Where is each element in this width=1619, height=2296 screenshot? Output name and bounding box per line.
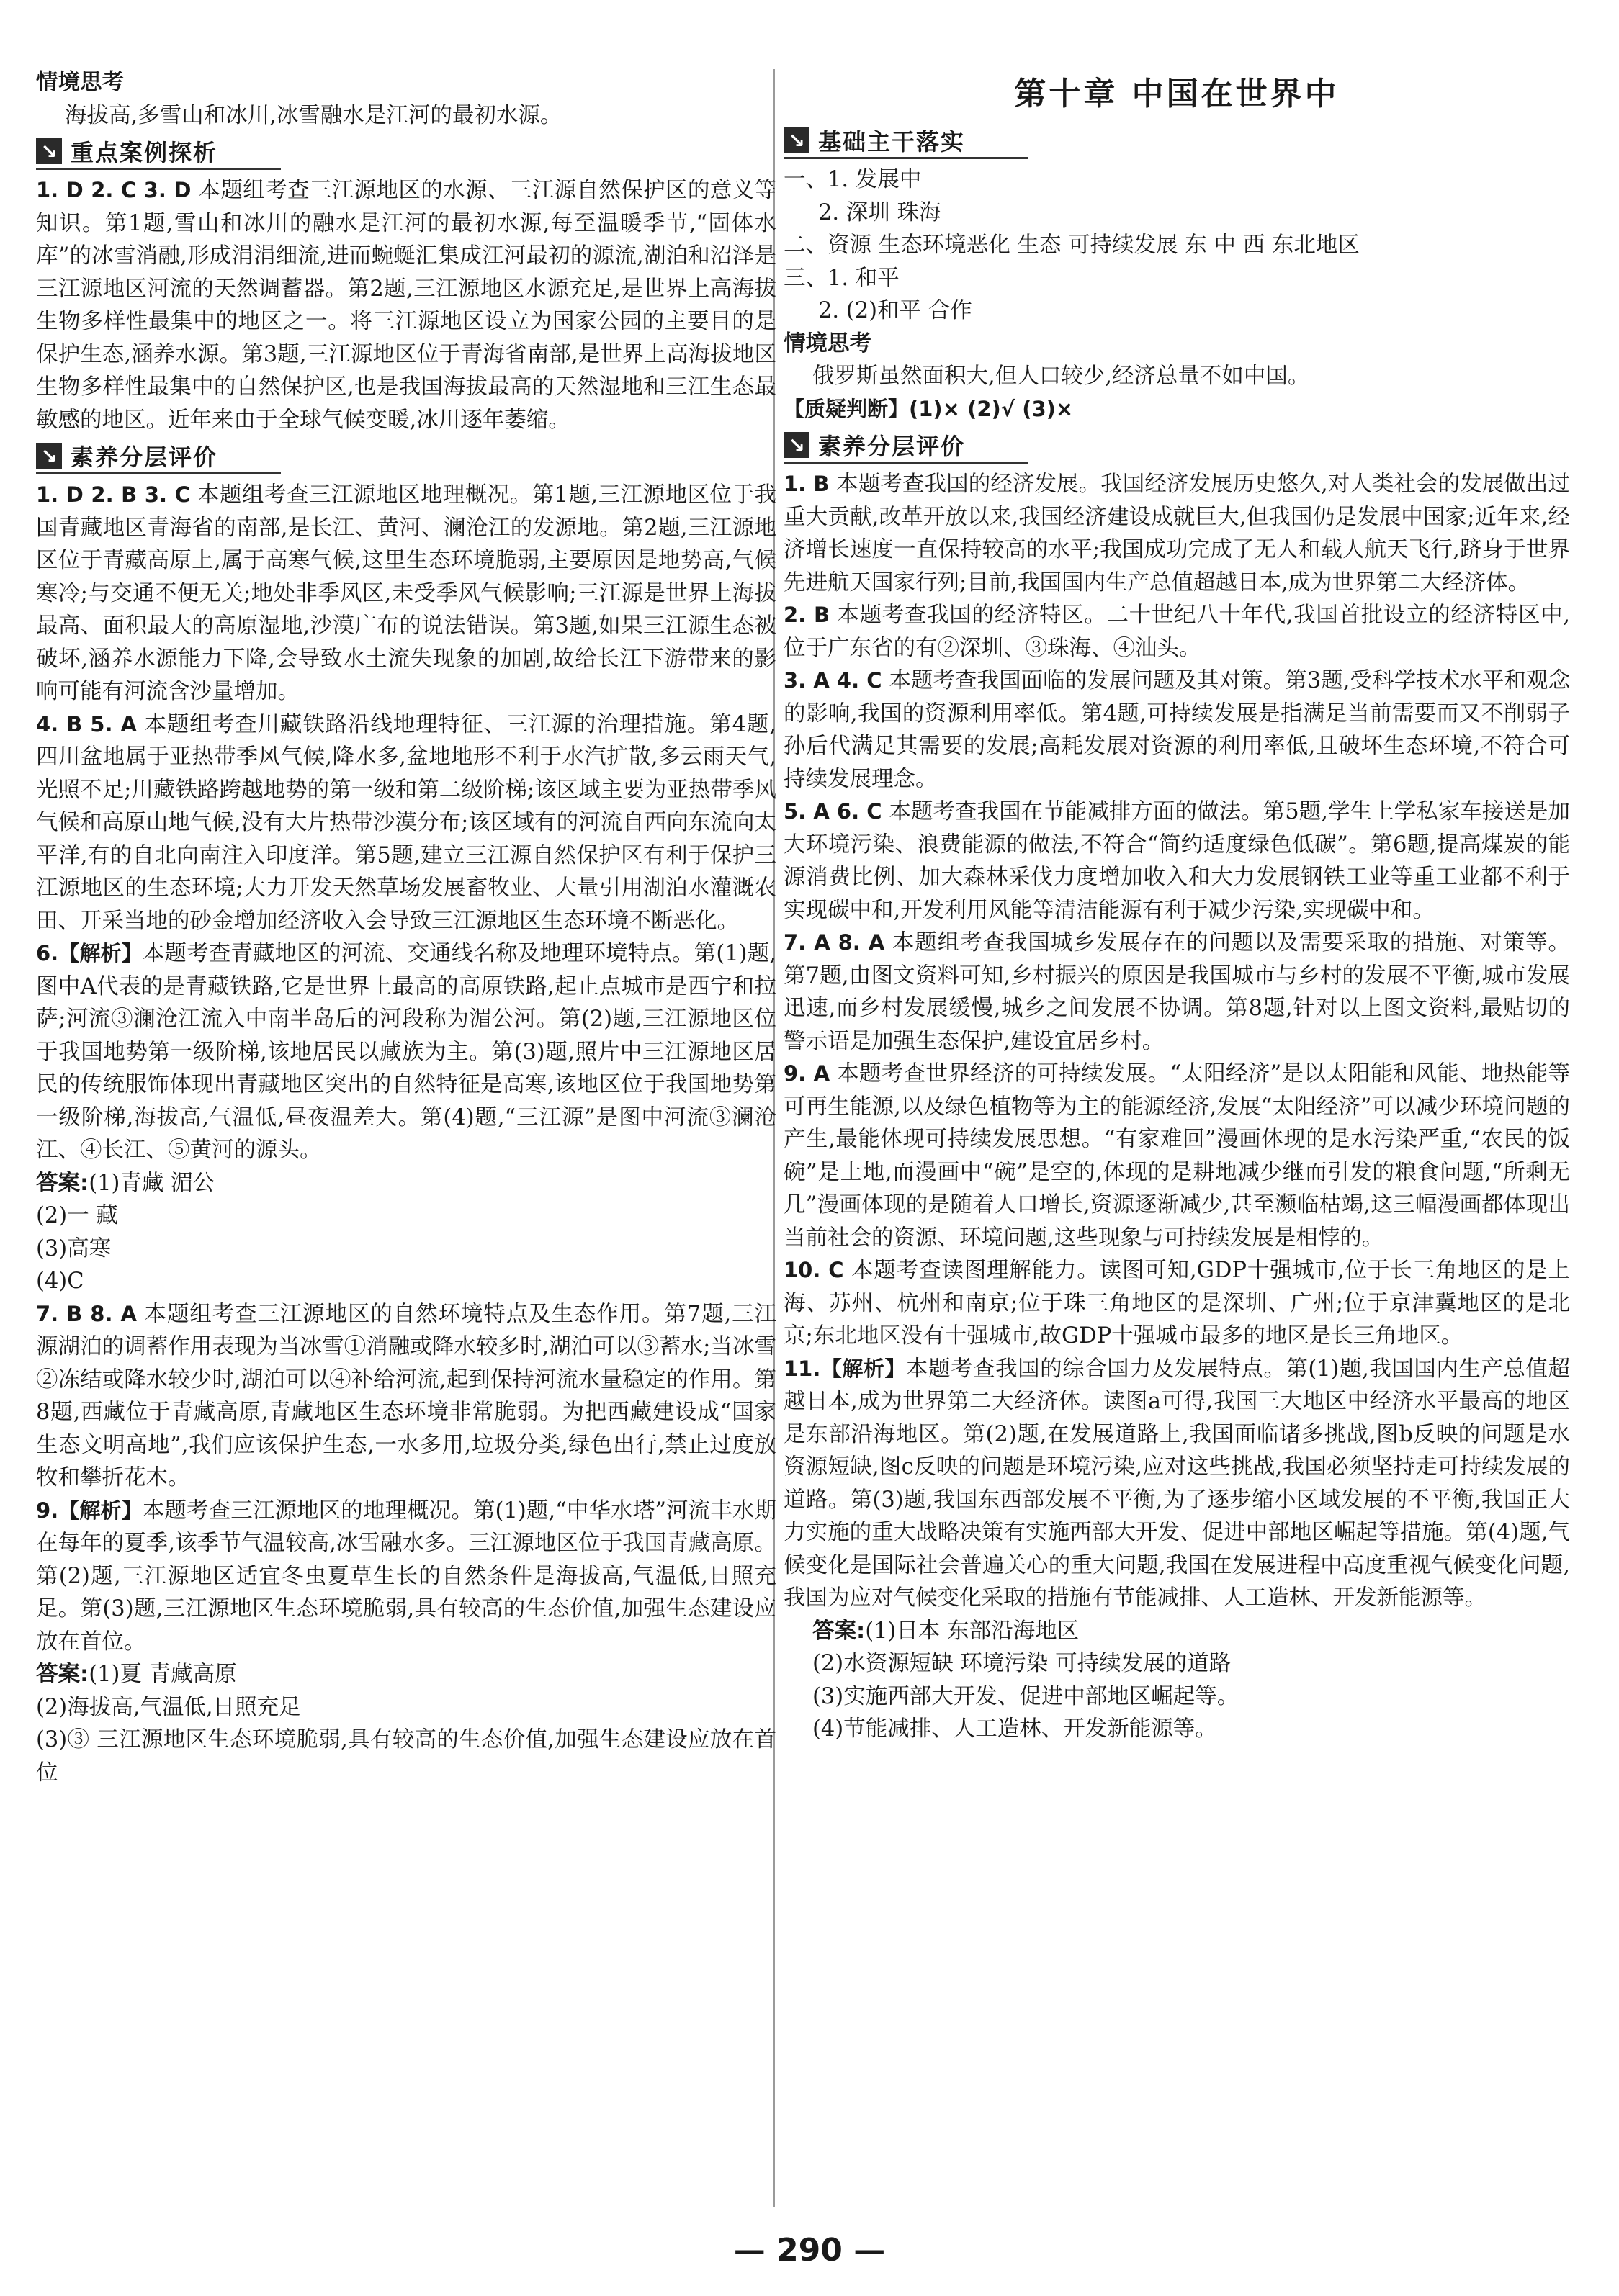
basic-answer-line: 一、1. 发展中 bbox=[784, 167, 922, 192]
answer-line: (2)水资源短缺 环境污染 可持续发展的道路 bbox=[812, 1651, 1232, 1676]
answer-line: (4)节能减排、人工造林、开发新能源等。 bbox=[812, 1716, 1217, 1742]
answer-line: (3)高寒 bbox=[36, 1235, 112, 1261]
chapter-title: 第十章 中国在世界中 bbox=[1014, 76, 1340, 112]
section-arrow-icon: ↘ bbox=[784, 432, 810, 458]
answer-block-r1 bbox=[784, 468, 1570, 599]
answer-line: (3)实施西部大开发、促进中部地区崛起等。 bbox=[812, 1683, 1239, 1709]
answer-line: (4)C bbox=[36, 1269, 84, 1294]
answer-block-1 bbox=[36, 479, 776, 708]
question-id: 11.【解析】 bbox=[784, 1356, 906, 1381]
answer-block-r5 bbox=[784, 796, 1570, 927]
answer-block-r7 bbox=[784, 927, 1570, 1058]
answer-label: 答案: bbox=[812, 1618, 866, 1644]
eval-section-title: 素养分层评价 bbox=[71, 444, 218, 471]
answer-explanation: 本题考查我国的综合国力及发展特点。第(1)题,我国国内生产总值超越日本,成为世界第二大经济体。读图a可得,我国三大地区中经济水平最高的地区是东部沿海地区。第(2)题,在发展道路上,我国面临诸多挑战,图b反映的问题是水资源短缺,图c反映的问题是环境污染,应对这些挑战,我国必须坚持走可持续发展的道路。第(3)题,我国东西部发展不平衡,为了逐步缩小区域发展的不平衡,我国正大力实施的重大战略决策有实施西部大开发、促进中部地区崛起等措施。第(4)题,气候变化是国际社会普遍关心的重大问题,我国在发展进程中高度重视气候变化问题,我国为应对气候变化采取的措施有节能减排、人工造林、开发新能源等。 bbox=[784, 1356, 1570, 1611]
answer-block-6 bbox=[36, 937, 776, 1167]
basic-section-title: 基础主干落实 bbox=[818, 128, 966, 156]
basic-answer-line: 2. (2)和平 合作 bbox=[818, 298, 972, 323]
answer-explanation: 本题考查我国的经济特区。二十世纪八十年代,我国首批设立的经济特区中,位于广东省的有②深圳、③珠海、④汕头。 bbox=[784, 603, 1570, 661]
scenario-label: 情境思考 bbox=[36, 70, 124, 95]
answer-block-r3 bbox=[784, 665, 1570, 796]
answer-line: (2)海拔高,气温低,日照充足 bbox=[36, 1694, 301, 1720]
answer-explanation: 本题考查我国面临的发展问题及其对策。第3题,受科学技术水平和观念的影响,我国的资源利用率低。第4题,可持续发展是指满足当前需要而又不削弱子孙后代满足其需要的发展;高耗发展对资源的利用率低,且破坏生态环境,不符合可持续发展理念。 bbox=[784, 668, 1570, 792]
basic-answer-line: 2. 深圳 珠海 bbox=[818, 199, 941, 225]
right-column bbox=[784, 50, 1570, 1746]
answer-value: (1)日本 东部沿海地区 bbox=[865, 1618, 1080, 1644]
case-section-header bbox=[36, 135, 281, 170]
basic-answer-line: 三、1. 和平 bbox=[784, 265, 900, 291]
answer-block-r11 bbox=[784, 1353, 1570, 1615]
basic-section-header bbox=[784, 124, 1028, 159]
answer-value: (1)青藏 湄公 bbox=[89, 1170, 215, 1196]
answer-explanation: 本题考查我国在节能减排方面的做法。第5题,学生上学私家车接送是加大环境污染、浪费能源的做法,不符合“简约适度绿色低碳”。第6题,提高煤炭的能源消费比例、加大森林采伐力度增加收入和大力发展钢铁工业等重工业都不利于实现碳中和,开发利用风能等清洁能源有利于减少污染,实现碳中和。 bbox=[784, 799, 1570, 923]
question-id: 1. D 2. C 3. D bbox=[36, 178, 192, 202]
question-id: 4. B 5. A bbox=[36, 711, 137, 737]
scenario-text: 海拔高,多雪山和冰川,冰雪融水是江河的最初水源。 bbox=[65, 102, 562, 128]
answer-block-r10 bbox=[784, 1254, 1570, 1353]
question-id: 1. B bbox=[784, 472, 830, 496]
answer-line bbox=[784, 1615, 1570, 1648]
answer-explanation: 本题考查我国的经济发展。我国经济发展历史悠久,对人类社会的发展做出过重大贡献,改革开放以来,我国经济建设成就巨大,但我国仍是发展中国家;近年来,经济增长速度一直保持较高的水平;我国成功完成了无人和载人航天飞行,跻身于世界先进航天国家行列;目前,我国国内生产总值超越日本,成为世界第二大经济体。 bbox=[784, 472, 1570, 595]
question-id: 7. A 8. A bbox=[784, 930, 885, 955]
answer-block-7 bbox=[36, 1298, 776, 1495]
left-column bbox=[36, 50, 776, 1789]
answer-line: (2)一 藏 bbox=[36, 1203, 118, 1228]
answer-explanation: 本题考查青藏地区的河流、交通线名称及地理环境特点。第(1)题,图中A代表的是青藏铁路,它是世界上最高的高原铁路,起止点城市是西宁和拉萨;河流③澜沧江流入中南半岛后的河段称为湄公河。第(2)题,三江源地区位于我国地势第一级阶梯,该地居民以藏族为主。第(3)题,照片中三江源地区居民的传统服饰体现出青藏地区突出的自然特征是高寒,该地区位于我国地势第一级阶梯,海拔高,气温低,昼夜温差大。第(4)题,“三江源”是图中河流③澜沧江、④长江、⑤黄河的源头。 bbox=[36, 941, 776, 1163]
answer-line bbox=[36, 1167, 776, 1200]
answer-explanation: 本题考查世界经济的可持续发展。“太阳经济”是以太阳能和风能、地热能等可再生能源,以及绿色植物等为主的能源经济,发展“太阳经济”可以减少环境问题的产生,最能体现可持续发展思想。“有家难回”漫画体现的是水污染严重,“农民的饭碗”是土地,而漫画中“碗”是空的,体现的是耕地减少继而引发的粮食问题,“所剩无几”漫画体现的是随着人口增长,资源逐渐减少,甚至濒临枯竭,这三幅漫画都体现出当前社会的资源、环境问题,这些现象与可持续发展是相悖的。 bbox=[784, 1061, 1570, 1251]
answer-block-r9 bbox=[784, 1058, 1570, 1254]
case-answer-block bbox=[36, 174, 776, 436]
answer-block-r2 bbox=[784, 599, 1570, 665]
answer-label: 答案: bbox=[36, 1662, 89, 1687]
answer-line bbox=[36, 1658, 776, 1691]
basic-answer-line: 二、资源 生态环境恶化 生态 可持续发展 东 中 西 东北地区 bbox=[784, 233, 1360, 258]
section-arrow-icon: ↘ bbox=[36, 138, 62, 164]
eval-section-header bbox=[36, 439, 281, 474]
case-section-title: 重点案例探析 bbox=[71, 139, 218, 166]
answer-block-9 bbox=[36, 1495, 776, 1659]
answer-block-4 bbox=[36, 708, 776, 938]
question-id: 6.【解析】 bbox=[36, 941, 143, 965]
answer-line: (3)③ 三江源地区生态环境脆弱,具有较高的生态价值,加强生态建设应放在首位 bbox=[36, 1727, 776, 1786]
section-arrow-icon: ↘ bbox=[36, 443, 62, 469]
question-id: 9.【解析】 bbox=[36, 1498, 143, 1523]
eval-section-title: 素养分层评价 bbox=[818, 433, 966, 460]
answer-value: (1)夏 青藏高原 bbox=[89, 1662, 237, 1687]
judge-line: 【质疑判断】(1)× (2)√ (3)× bbox=[784, 396, 1074, 421]
answer-explanation: 本题组考查三江源地区的水源、三江源自然保护区的意义等知识。第1题,雪山和冰川的融水是江河的最初水源,每至温暖季节,“固体水库”的冰雪消融,形成涓涓细流,进而蜿蜒汇集成江河最初的源流,湖泊和沼泽是三江源地区河流的天然调蓄器。第2题,三江源地区水源充足,是世界上高海拔生物多样性最集中的地区之一。将三江源地区设立为国家公园的主要目的是保护生态,涵养水源。第3题,三江源地区位于青海省南部,是世界上高海拔地区生物多样性最集中的自然保护区,也是我国海拔最高的天然湿地和三江生态最敏感的地区。近年来由于全球气候变暖,冰川逐年萎缩。 bbox=[36, 178, 776, 433]
answer-label: 答案: bbox=[36, 1170, 89, 1196]
answer-explanation: 本题考查三江源地区的地理概况。第(1)题,“中华水塔”河流丰水期在每年的夏季,该季节气温较高,冰雪融水多。三江源地区位于我国青藏高原。第(2)题,三江源地区适宜冬虫夏草生长的自然条件是海拔高,气温低,日照充足。第(3)题,三江源地区生态环境脆弱,具有较高的生态价值,加强生态建设应放在首位。 bbox=[36, 1498, 776, 1655]
question-id: 10. C bbox=[784, 1258, 844, 1282]
answer-explanation: 本题组考查三江源地区的自然环境特点及生态作用。第7题,三江源湖泊的调蓄作用表现为当冰雪①消融或降水较多时,湖泊可以③蓄水;当冰雪②冻结或降水较少时,湖泊可以④补给河流,起到保持河流水量稳定的作用。第8题,西藏位于青藏高原,青藏地区生态环境非常脆弱。为把西藏建设成“国家生态文明高地”,我们应该保护生态,一水多用,垃圾分类,绿色出行,禁止过度放牧和攀折花木。 bbox=[36, 1301, 776, 1490]
answer-explanation: 本题组考查三江源地区地理概况。第1题,三江源地区位于我国青藏地区青海省的南部,是长江、黄河、澜沧江的发源地。第2题,三江源地区位于青藏高原上,属于高寒气候,这里生态环境脆弱,主要原因是地势高,气候寒冷;与交通不便无关;地处非季风区,未受季风气候影响;三江源是世界上海拔最高、面积最大的高原湿地,沙漠广布的说法错误。第3题,如果三江源生态被破坏,涵养水源能力下降,会导致水土流失现象的加剧,故给长江下游带来的影响可能有河流含沙量增加。 bbox=[36, 482, 776, 704]
eval-section-header bbox=[784, 428, 1028, 464]
question-id: 1. D 2. B 3. C bbox=[36, 482, 190, 507]
scenario-text: 俄罗斯虽然面积大,但人口较少,经济总量不如中国。 bbox=[812, 364, 1310, 389]
answer-explanation: 本题组考查我国城乡发展存在的问题以及需要采取的措施、对策等。第7题,由图文资料可知,乡村振兴的原因是我国城市与乡村的发展不平衡,城市发展迅速,而乡村发展缓慢,城乡之间发展不协调。第8题,针对以上图文资料,最贴切的警示语是加强生态保护,建设宜居乡村。 bbox=[784, 930, 1571, 1054]
question-id: 2. B bbox=[784, 603, 830, 627]
question-id: 7. B 8. A bbox=[36, 1301, 137, 1326]
question-id: 3. A 4. C bbox=[784, 668, 882, 693]
answer-explanation: 本题组考查川藏铁路沿线地理特征、三江源的治理措施。第4题,四川盆地属于亚热带季风气候,降水多,盆地地形不利于水汽扩散,多云雨天气,光照不足;川藏铁路跨越地势的第一级和第二级阶梯;该区域主要为亚热带季风气候和高原山地气候,没有大片热带沙漠分布;该区域有的河流自西向东流向太平洋,有的自北向南注入印度洋。第5题,建立三江源自然保护区有利于保护三江源地区的生态环境;大力开发天然草场发展畜牧业、大量引用湖泊水灌溉农田、开采当地的砂金增加经济收入会导致三江源地区生态环境不断恶化。 bbox=[36, 711, 776, 934]
page-number: — 290 — bbox=[733, 2232, 886, 2269]
scenario-label: 情境思考 bbox=[784, 330, 871, 356]
question-id: 5. A 6. C bbox=[784, 799, 882, 824]
answer-explanation: 本题考查读图理解能力。读图可知,GDP十强城市,位于长三角地区的是上海、苏州、杭州和南京;位于珠三角地区的是深圳、广州;位于京津冀地区的是北京;东北地区没有十强城市,故GDP十强城市最多的地区是长三角地区。 bbox=[784, 1258, 1570, 1349]
question-id: 9. A bbox=[784, 1061, 830, 1086]
section-arrow-icon: ↘ bbox=[784, 127, 810, 153]
